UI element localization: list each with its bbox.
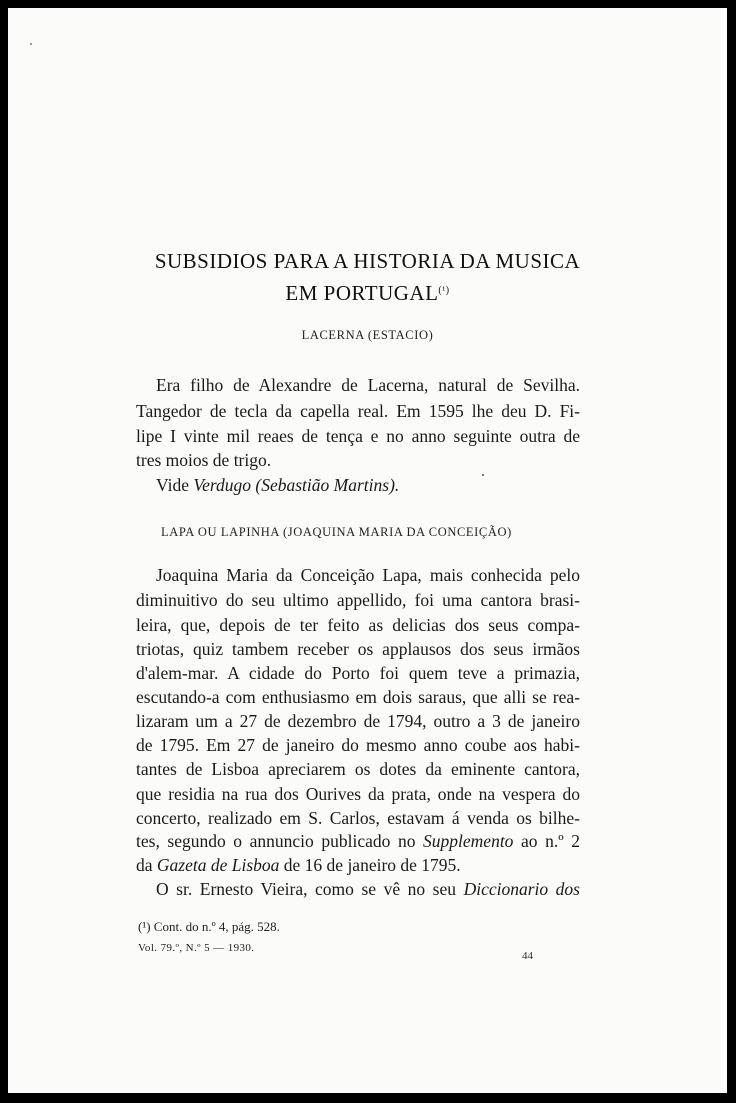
page-number: 44 [522,950,533,962]
paragraph-line [136,854,580,876]
paragraph-line: tres moios de trigo. [136,450,272,470]
line-text: da [136,855,153,875]
volume-info: Vol. 79.º, N.º 5 — 1930. [138,942,255,954]
paragraph-line: concerto, realizado em S. Carlos, estavam á venda os bilhe- [136,808,580,828]
paragraph-line: tantes de Lisboa apreciarem os dotes da eminente cantora, [136,759,580,779]
page-title-text: EM PORTUGAL [285,281,439,305]
document-page [8,8,727,1093]
paragraph-line: lipe I vinte mil reaes de tença e no anno seguinte outra de [136,426,580,446]
italic-title: Supplemento [423,831,514,851]
footnote: (¹) Cont. do n.º 4, pág. 528. [138,919,280,934]
paragraph-line: d'alem-mar. A cidade do Porto foi quem teve a primazia, [136,663,580,683]
vide-prefix: Vide [156,475,189,495]
paragraph-line: Era filho de Alexandre de Lacerna, natural de Sevilha. [156,375,580,395]
paragraph-line: que residia na rua dos Ourives da prata, onde na vespera do [136,784,580,804]
paragraph-line: leira, que, depois de ter feito as delicias dos seus compa- [136,615,580,635]
speck [30,43,32,45]
paragraph-line: Tangedor de tecla da capella real. Em 1595 lhe deu D. Fi- [136,401,580,421]
vide-reference: Verdugo (Sebastião Martins). [193,475,400,495]
line-text: tes, segundo o annuncio publicado no [136,831,416,851]
line-text: O sr. Ernesto Vieira, como se vê no seu [156,879,457,899]
italic-title: Diccionario dos [463,879,580,899]
line-text: de 16 de janeiro de 1795. [283,855,461,875]
section-heading-lacerna: LACERNA (ESTACIO) [301,328,434,342]
paragraph-line [136,830,580,852]
footnote-reference: (¹) [438,285,450,296]
page-title-line-2 [8,281,727,306]
page-title-line-1: SUBSIDIOS PARA A HISTORIA DA MUSICA [154,249,581,273]
italic-title: Gazeta de Lisboa [156,855,280,875]
paragraph-line: Joaquina Maria da Conceição Lapa, mais conhecida pelo [156,565,580,585]
paragraph-line: triotas, quiz tambem receber os applausos dos seus irmãos [136,639,580,659]
paragraph-line: de 1795. Em 27 de janeiro do mesmo anno coube aos habi- [136,735,580,755]
paragraph-line [156,878,580,900]
line-text: ao n.º 2 [521,831,580,851]
paragraph-line: diminuitivo do seu ultimo appellido, foi uma cantora brasi- [136,590,580,610]
paragraph-line: escutando-a com enthusiasmo em dois saraus, que alli se rea- [136,687,580,707]
speck [482,474,484,476]
vide-line [156,474,580,496]
paragraph-line: lizaram um a 27 de dezembro de 1794, outro a 3 de janeiro [136,711,580,731]
section-heading-lapa: LAPA OU LAPINHA (JOAQUINA MARIA DA CONCEIÇÃO) [161,525,512,539]
